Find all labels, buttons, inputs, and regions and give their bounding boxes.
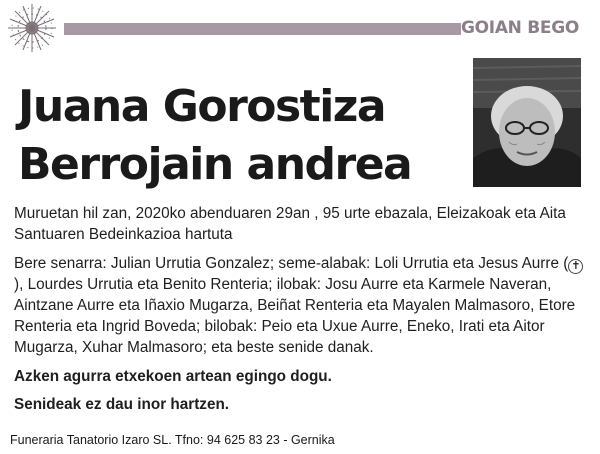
portrait-photo [473, 58, 581, 187]
thistle-emblem-icon [6, 2, 58, 54]
header-label: GOIAN BEGO [460, 18, 579, 38]
farewell-notice: Azken agurra etxekoen artean egingo dogu. [14, 368, 332, 385]
death-details: Muruetan hil zan, 2020ko abenduaren 29an , 95 urte ebazala, Eleizakoak eta Aita Santuaren Bedeinkazioa hartuta [14, 205, 566, 243]
portrait-illustration [473, 58, 581, 187]
family-list-part1: Bere senarra: Julian Urrutia Gonzalez; seme-alabak: Loli Urrutia eta Jesus Aurre ( [14, 255, 569, 272]
cross-icon: ✝ [568, 259, 583, 274]
deceased-name [18, 78, 411, 194]
header-divider-bar [64, 23, 461, 35]
deceased-name-line1: Juana Gorostiza [18, 81, 386, 132]
deceased-name-line2: Berrojain andrea [18, 139, 412, 190]
family-list [14, 253, 586, 358]
family-list-part2: ), Lourdes Urrutia eta Benito Renteria; ilobak: Josu Aurre eta Karmele Naveran, Aintzane Aurre eta Iñaxio Mugarza, Beiñat Renteria eta Mayalen Malmasoro, Etore Renteria eta Ingrid Boveda; bilobak: Peio eta Uxue Aurre, Eneko, Irati eta Aitor Mugarza, Xuhar Malmasoro; eta beste senide danak. [14, 276, 576, 356]
visiting-notice: Senideak ez dau inor hartzen. [14, 396, 230, 413]
funeral-home-footer: Funeraria Tanatorio Izaro SL. Tfno: 94 625 83 23 - Gernika [10, 433, 335, 447]
obituary-body [14, 203, 586, 422]
